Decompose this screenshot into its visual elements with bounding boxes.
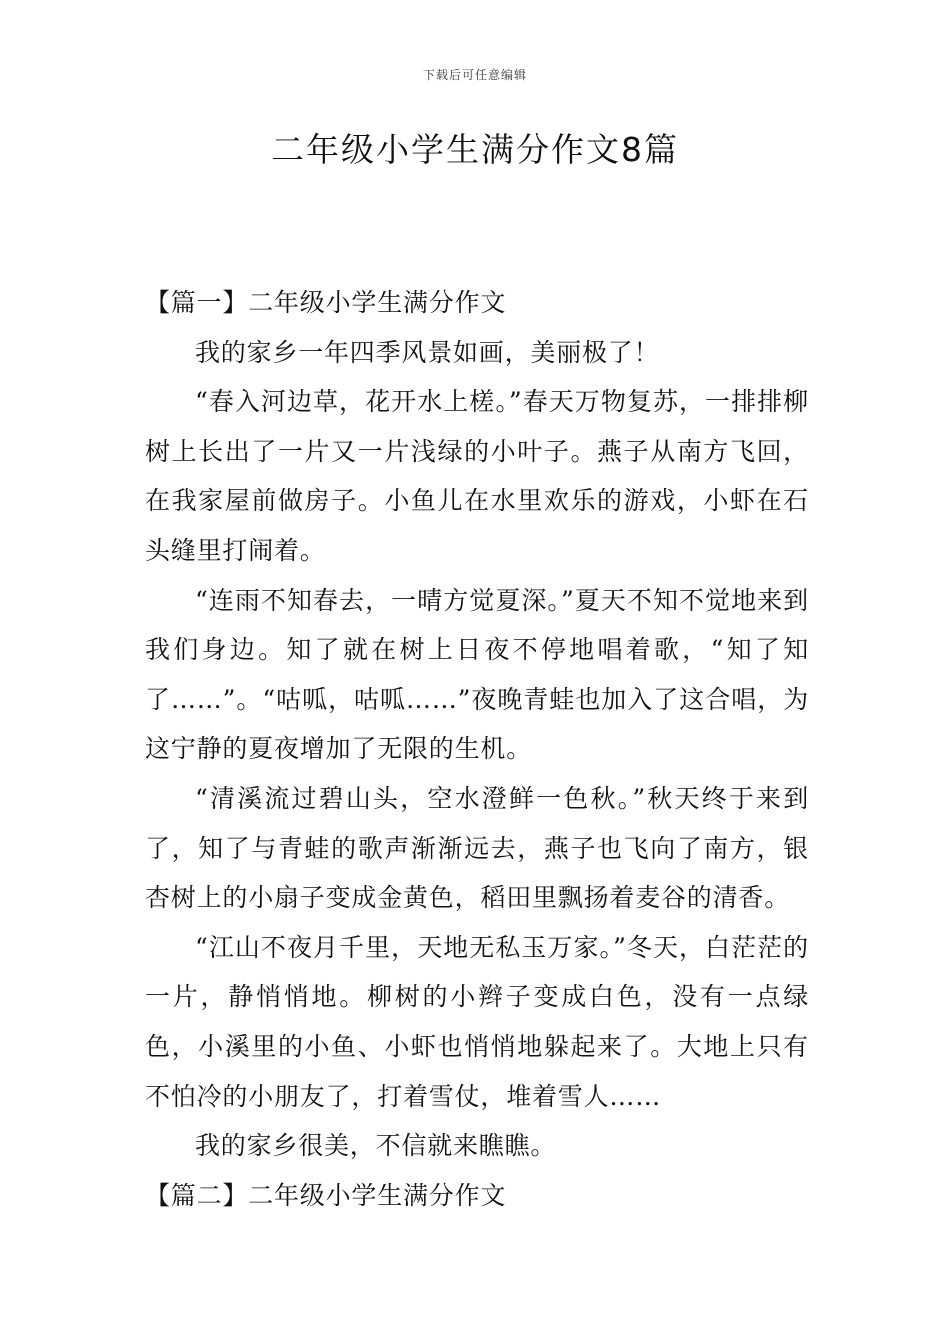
section-heading-2: 【篇二】二年级小学生满分作文	[145, 1180, 507, 1210]
paragraph: 我的家乡一年四季风景如画，美丽极了！	[195, 337, 660, 367]
paragraph: “连雨不知春去，一晴方觉夏深。”夏天不知不觉地来到我们身边。知了就在树上日夜不停地唱着歌，“知了知了……”。“咕呱，咕呱……”夜晚青蛙也加入了这合唱，为这宁静的夏夜增加了无限的生机。	[145, 585, 809, 764]
paragraph: “清溪流过碧山头，空水澄鲜一色秋。”秋天终于来到了，知了与青蛙的歌声渐渐远去，燕子也飞向了南方，银杏树上的小扇子变成金黄色，稻田里飘扬着麦谷的清香。	[145, 783, 809, 913]
paragraph: 我的家乡很美，不信就来瞧瞧。	[195, 1131, 557, 1161]
header-note: 下载后可任意编辑	[422, 68, 527, 82]
paragraph: “江山不夜月千里，天地无私玉万家。”冬天，白茫茫的一片，静悄悄地。柳树的小辫子变成白色，没有一点绿色，小溪里的小鱼、小虾也悄悄地躲起来了。大地上只有不怕冷的小朋友了，打着雪仗，堆着雪人……	[145, 932, 809, 1111]
document-title: 二年级小学生满分作文8篇	[271, 130, 679, 169]
document-body	[145, 278, 809, 1220]
section-heading-1: 【篇一】二年级小学生满分作文	[145, 288, 507, 317]
paragraph: “春入河边草，花开水上槎。”春天万物复苏，一排排柳树上长出了一片又一片浅绿的小叶子。燕子从南方飞回，在我家屋前做房子。小鱼儿在水里欢乐的游戏，小虾在石头缝里打闹着。	[145, 387, 809, 565]
